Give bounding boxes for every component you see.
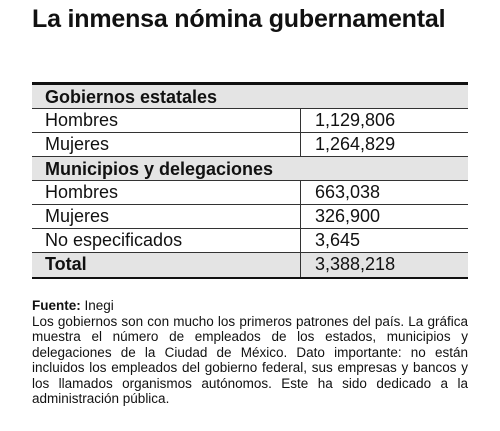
total-label: Total	[32, 253, 301, 277]
row-value: 1,129,806	[315, 110, 396, 130]
employment-table	[32, 82, 468, 279]
notes-block	[32, 298, 468, 407]
total-value: 3,388,218	[315, 254, 396, 274]
row-value: 1,264,829	[315, 134, 396, 154]
description-text: Los gobiernos son con mucho los primeros patrones del país. La gráfica muestra el número de empleados de los estados, municipios y delegaciones de la Ciudad de México. Dato importante: no están incluidos los empleados del gobierno federal, sus empresas y bancos y los llamados organismos autónomos. Este ha sido dedicado a la administración pública.	[32, 313, 468, 406]
table-row	[32, 181, 468, 205]
section-header-gobiernos-estatales: Gobiernos estatales	[32, 85, 468, 109]
row-value: 3,645	[315, 230, 361, 250]
source-line	[32, 298, 468, 314]
table-row	[32, 109, 468, 133]
page-title: La inmensa nómina gubernamental	[32, 5, 446, 33]
row-label: Hombres	[32, 109, 301, 132]
table-row	[32, 133, 468, 157]
section-header-municipios: Municipios y delegaciones	[32, 157, 468, 181]
total-row	[32, 253, 468, 277]
row-label: Mujeres	[32, 205, 301, 228]
row-value: 663,038	[315, 182, 381, 202]
source-value: Inegi	[80, 298, 114, 313]
row-label: Mujeres	[32, 133, 301, 156]
source-label: Fuente:	[32, 298, 81, 313]
row-value: 326,900	[315, 206, 381, 226]
table-row	[32, 205, 468, 229]
table-row	[32, 229, 468, 253]
row-label: Hombres	[32, 181, 301, 204]
row-label: No especificados	[32, 229, 301, 252]
